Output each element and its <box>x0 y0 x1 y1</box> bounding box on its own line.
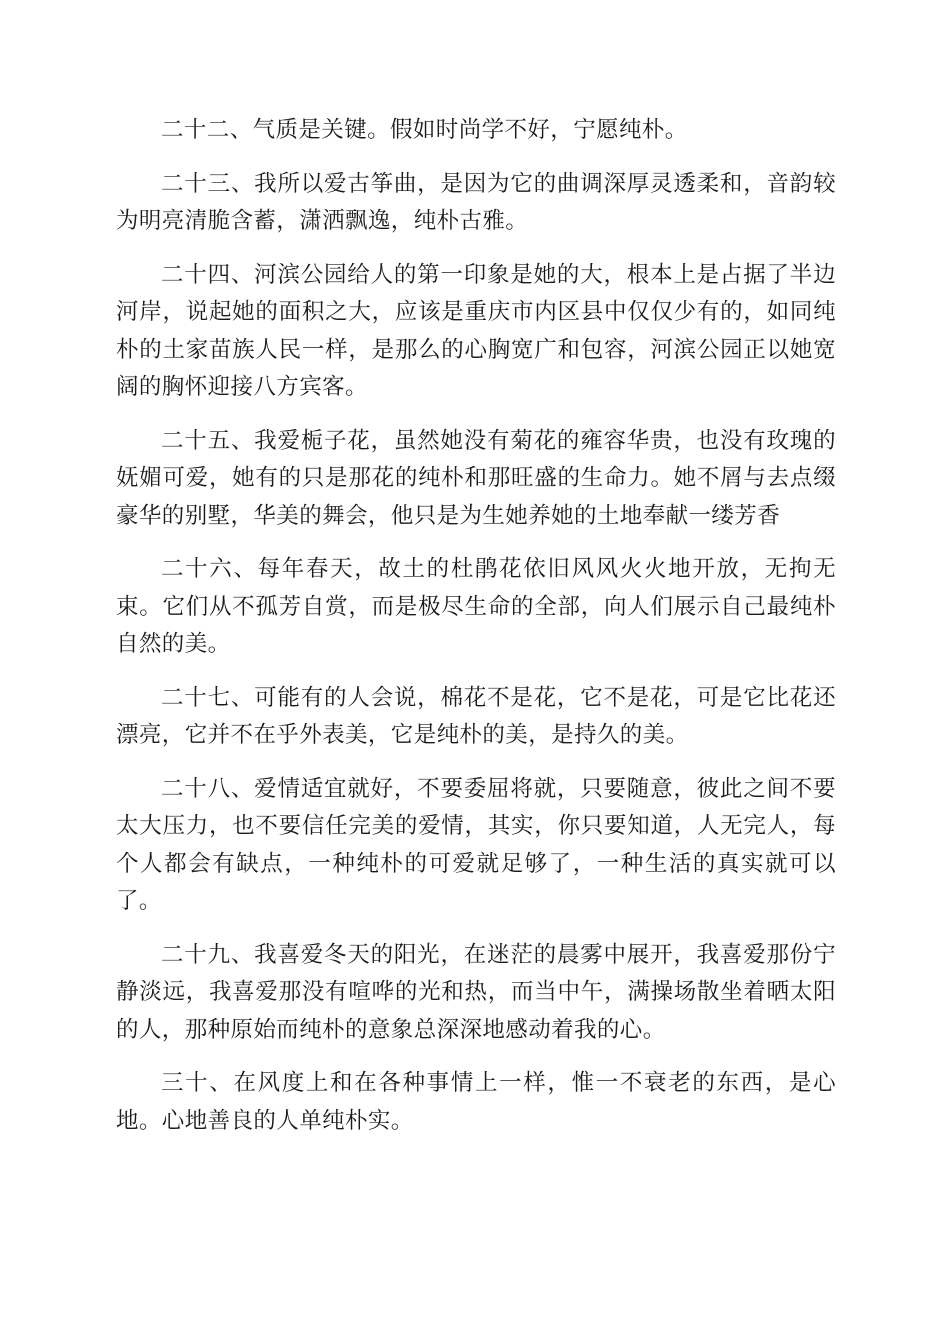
paragraph-22: 二十二、气质是关键。假如时尚学不好，宁愿纯朴。 <box>161 117 688 143</box>
paragraph-27: 二十七、可能有的人会说，棉花不是花，它不是花，可是它比花还漂亮，它并不在乎外表美，它是纯朴的美，是持久的美。 <box>116 684 836 748</box>
document-page <box>116 112 836 1156</box>
paragraph-24: 二十四、河滨公园给人的第一印象是她的大，根本上是占据了半边河岸，说起她的面积之大，应该是重庆市内区县中仅仅少有的，如同纯朴的土家苗族人民一样，是那么的心胸宽广和包容，河滨公园正以她宽阔的胸怀迎接八方宾客。 <box>116 261 836 400</box>
paragraph-29: 二十九、我喜爱冬天的阳光，在迷茫的晨雾中展开，我喜爱那份宁静淡远，我喜爱那没有喧哗的光和热，而当中午，满操场散坐着晒太阳的人，那种原始而纯朴的意象总深深地感动着我的心。 <box>116 941 836 1043</box>
paragraph-26: 二十六、每年春天，故土的杜鹃花依旧风风火火地开放，无拘无束。它们从不孤芳自赏，而是极尽生命的全部，向人们展示自己最纯朴自然的美。 <box>116 556 836 657</box>
paragraph-28: 二十八、爱情适宜就好，不要委屈将就，只要随意，彼此之间不要太大压力，也不要信任完美的爱情，其实，你只要知道，人无完人，每个人都会有缺点，一种纯朴的可爱就足够了，一种生活的真实就可以了。 <box>116 775 836 914</box>
paragraph-30: 三十、在风度上和在各种事情上一样，惟一不衰老的东西，是心地。心地善良的人单纯朴实。 <box>116 1070 836 1134</box>
paragraph-25: 二十五、我爱栀子花，虽然她没有菊花的雍容华贵，也没有玫瑰的妩媚可爱，她有的只是那花的纯朴和那旺盛的生命力。她不屑与去点缀豪华的别墅，华美的舞会，他只是为生她养她的土地奉献一缕芳香 <box>116 427 836 529</box>
paragraph-23: 二十三、我所以爱古筝曲，是因为它的曲调深厚灵透柔和，音韵较为明亮清脆含蓄，潇洒飘逸，纯朴古雅。 <box>116 170 836 234</box>
